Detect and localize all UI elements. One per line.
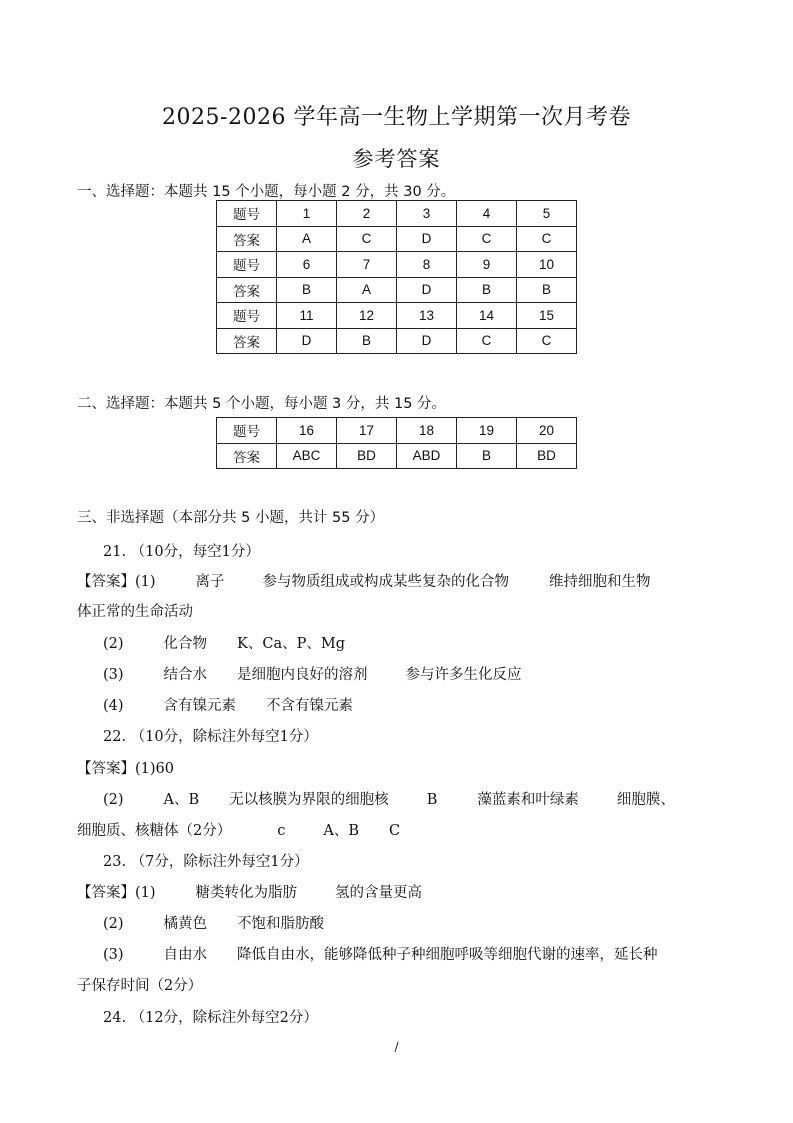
table-cell: B xyxy=(457,277,517,303)
table-row xyxy=(217,226,577,252)
table-cell: 20 xyxy=(517,418,577,444)
table-cell: C xyxy=(517,328,577,354)
table-row xyxy=(217,201,577,227)
table-cell: 10 xyxy=(517,252,577,278)
table-cell: ABC xyxy=(277,443,337,469)
answer-table-2 xyxy=(216,417,577,469)
table-cell: D xyxy=(397,328,457,354)
table-row xyxy=(217,443,577,469)
table-row xyxy=(217,328,577,354)
answer-label: 【答案】(1) xyxy=(77,885,156,901)
table-row xyxy=(217,303,577,329)
answer-text: 结合水 xyxy=(163,667,208,683)
answer-text: B xyxy=(426,792,438,808)
q23-header: 23. （7分，除标注外每空1分） xyxy=(103,854,309,870)
answer-label: (2) xyxy=(103,636,124,652)
answer-table-1 xyxy=(216,200,577,354)
row-label: 答案 xyxy=(217,328,277,354)
q22-answer-2 xyxy=(103,788,675,809)
table-row xyxy=(217,252,577,278)
answer-text: 含有镍元素 xyxy=(163,698,237,714)
table-cell: 3 xyxy=(397,201,457,227)
answer-text: 无以核膜为界限的细胞核 xyxy=(229,792,389,808)
table-cell: 14 xyxy=(457,303,517,329)
q21-answer-3 xyxy=(103,663,522,684)
table-cell: 16 xyxy=(277,418,337,444)
answer-text: 不含有镍元素 xyxy=(266,698,354,714)
answer-text: 不饱和脂肪酸 xyxy=(237,916,325,932)
document-title: 2025-2026 学年高一生物上学期第一次月考卷 xyxy=(162,105,631,130)
document-subtitle: 参考答案 xyxy=(352,147,441,171)
answer-text: 化合物 xyxy=(163,636,208,652)
row-label: 答案 xyxy=(217,277,277,303)
q23-answer-3-cont: 子保存时间（2分） xyxy=(77,978,203,994)
row-label: 答案 xyxy=(217,443,277,469)
row-label: 题号 xyxy=(217,303,277,329)
row-label: 题号 xyxy=(217,418,277,444)
q21-header: 21. （10分，每空1分） xyxy=(103,544,260,560)
table-cell: B xyxy=(277,277,337,303)
table-cell: 2 xyxy=(337,201,397,227)
table-cell: B xyxy=(337,328,397,354)
row-label: 答案 xyxy=(217,226,277,252)
table-cell: D xyxy=(397,277,457,303)
answer-label: (3) xyxy=(103,947,124,963)
answer-text: 是细胞内良好的溶剂 xyxy=(237,667,368,683)
row-label: 题号 xyxy=(217,252,277,278)
table-cell: 18 xyxy=(397,418,457,444)
table-row xyxy=(217,277,577,303)
section1-header: 一、选择题：本题共 15 个小题，每小题 2 分，共 30 分。 xyxy=(77,184,456,200)
table-cell: C xyxy=(457,328,517,354)
section2-header: 二、选择题：本题共 5 个小题，每小题 3 分，共 15 分。 xyxy=(77,396,447,412)
table-cell: A xyxy=(277,226,337,252)
table-cell: 7 xyxy=(337,252,397,278)
table-cell: 13 xyxy=(397,303,457,329)
table-cell: 11 xyxy=(277,303,337,329)
answer-label: 【答案】(1) xyxy=(77,574,156,590)
table-cell: 19 xyxy=(457,418,517,444)
answer-text: 自由水 xyxy=(163,947,208,963)
answer-text: K、Ca、P、Mg xyxy=(237,636,346,652)
table-cell: B xyxy=(517,277,577,303)
q21-answer-2 xyxy=(103,632,345,653)
table-cell: 4 xyxy=(457,201,517,227)
q22-answer-2-cont xyxy=(77,819,400,840)
table-cell: C xyxy=(517,226,577,252)
answer-text: 维持细胞和生物 xyxy=(549,574,651,590)
section3-header: 三、非选择题（本部分共 5 小题，共计 55 分） xyxy=(77,510,385,526)
answer-text: c xyxy=(277,823,286,839)
table-row xyxy=(217,418,577,444)
table-cell: 17 xyxy=(337,418,397,444)
table-cell: A xyxy=(337,277,397,303)
answer-text: 离子 xyxy=(195,574,225,590)
answer-label: (2) xyxy=(103,792,124,808)
answer-text: 氢的含量更高 xyxy=(335,885,423,901)
table-cell: 12 xyxy=(337,303,397,329)
table-cell: D xyxy=(277,328,337,354)
table-cell: C xyxy=(337,226,397,252)
q24-header: 24. （12分，除标注外每空2分） xyxy=(103,1010,318,1026)
answer-text: 细胞质、核糖体（2分） xyxy=(77,823,232,839)
q23-answer-3 xyxy=(103,943,658,964)
q22-answer-1: 【答案】(1)60 xyxy=(77,761,174,777)
table-cell: BD xyxy=(337,443,397,469)
table-cell: 1 xyxy=(277,201,337,227)
answer-text: 藻蓝素和叶绿素 xyxy=(477,792,579,808)
table-cell: 8 xyxy=(397,252,457,278)
table-cell: 15 xyxy=(517,303,577,329)
q21-answer-1 xyxy=(77,570,651,591)
q22-header: 22. （10分，除标注外每空1分） xyxy=(103,729,318,745)
table-cell: 6 xyxy=(277,252,337,278)
table-cell: B xyxy=(457,443,517,469)
answer-text: C xyxy=(389,823,401,839)
table-cell: C xyxy=(457,226,517,252)
q23-answer-1 xyxy=(77,881,422,902)
q23-answer-2 xyxy=(103,912,324,933)
answer-text: A、B xyxy=(323,823,359,839)
answer-text: 橘黄色 xyxy=(163,916,208,932)
answer-label: (3) xyxy=(103,667,124,683)
table-cell: 5 xyxy=(517,201,577,227)
row-label: 题号 xyxy=(217,201,277,227)
q21-answer-4 xyxy=(103,694,353,715)
answer-text: 细胞膜、 xyxy=(616,792,675,808)
answer-text: 参与许多生化反应 xyxy=(405,667,522,683)
page-number: / xyxy=(394,1040,399,1054)
table-cell: BD xyxy=(517,443,577,469)
answer-text: 降低自由水，能够降低种子种细胞呼吸等细胞代谢的速率，延长种 xyxy=(237,947,658,963)
answer-label: (2) xyxy=(103,916,124,932)
answer-label: (4) xyxy=(103,698,124,714)
table-cell: ABD xyxy=(397,443,457,469)
table-cell: 9 xyxy=(457,252,517,278)
table-cell: D xyxy=(397,226,457,252)
q21-answer-1-cont: 体正常的生命活动 xyxy=(77,604,193,620)
answer-text: 参与物质组成或构成某些复杂的化合物 xyxy=(262,574,510,590)
answer-text: 糖类转化为脂肪 xyxy=(195,885,298,901)
answer-text: A、B xyxy=(163,792,200,808)
